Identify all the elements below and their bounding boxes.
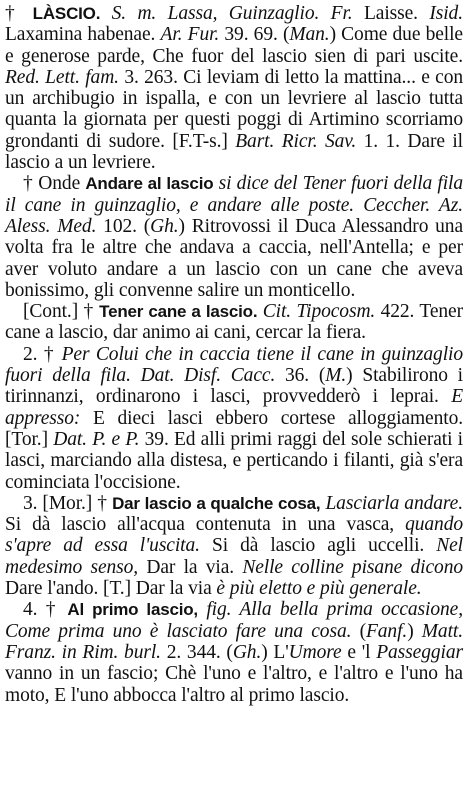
quotation: ) Stabilirono i tirinnanzi, ordinarono i lasci, provvedderò i leprai.: [5, 365, 463, 408]
definition: Nelle colline pisane dicono: [242, 556, 463, 578]
quotation-emphasis: Umore: [288, 641, 342, 663]
subheadword: Andare al lascio: [85, 174, 214, 194]
quotation: E dieci lasci ebbero cortese alloggiamento. [Tor.]: [5, 407, 463, 450]
source-citation: Matt. Franz. in Rim. burl.: [5, 620, 463, 663]
source-citation: E appresso:: [5, 386, 463, 429]
source-citation: Man.: [289, 24, 330, 46]
quotation: 1. 1. Dare il lascio a un levriere.: [5, 130, 463, 174]
definition: fig. Alla bella prima occasione, Come prima uno è lasciato fare una cosa.: [5, 599, 463, 642]
cross-mark: † Onde: [23, 173, 86, 195]
sense-number: 4. †: [23, 599, 68, 621]
sense-number: 3. [Mor.] †: [23, 492, 113, 514]
definition: è più eletto e più generale.: [216, 578, 422, 600]
source-citation: M.: [325, 365, 347, 387]
entry-andare-al-lascio: † Onde Andare al lascio si dice del Tener fuori della fila il cane in guinzaglio, e andare alle poste. Ceccher. Az. Aless. Med. 102. (Gh.) Ritrovossi il Duca Alessandro una volta fra le altre che andava a caccia, nell'Antella; e per aver voluto andare a un lascio con un cane che aveva bonissimo, gli convenne salire un monticello.: [5, 173, 464, 301]
tag-cont: [Cont.] †: [23, 301, 100, 323]
quotation: ) Come due belle e generose parde, Che fuor del lascio sien di pari uscite.: [5, 24, 463, 67]
source-citation: Bart. Ricr. Sav.: [235, 130, 357, 152]
entry-sense-4: 4. † Al primo lascio, fig. Alla bella prima occasione, Come prima uno è lasciato fare una cosa. (Fanf.) Matt. Franz. in Rim. burl. 2. 344. (Gh.) L'Umore e 'l Passeggiar vanno in un fascio; Chè l'uno e l'altro, e l'altro e l'uno ha moto, E l'uno abbocca l'altro al primo lascio.: [5, 599, 463, 706]
subheadword: Al primo lascio,: [67, 600, 198, 620]
entry-tener-cane-a-lascio: [5, 301, 463, 344]
definition: quando s'apre ad essa l'uscita.: [5, 514, 463, 557]
source-citation: Gh.: [232, 641, 262, 663]
entry-sense-3: 3. [Mor.] † Dar lascio a qualche cosa, Lasciarla andare. Si dà lascio all'acqua contenuta in una vasca, quando s'apre ad essa l'uscita. Si dà lascio agli uccelli. Nel medesimo senso, Dar la via. Nelle colline pisane dicono Dare l'ando. [T.] Dar la via è più eletto e più generale.: [5, 492, 464, 600]
entry-lascio-main: † LÀSCIO. S. m. Lassa, Guinzaglio. Fr. Laisse. Isid. Laxamina habenae. Ar. Fur. 39. 69. (Man.) Come due belle e generose parde, Che fuor del lascio sien di pari uscite. Red. Lett. fam. 3. 263. Ci leviam di letto la mattina... e con un archibugio in ispalla, e con un levriere al lascio tutta quanta la giornata per questi poggi di Artimino scorriamo grondanti di sudore. [F.T-s.] Bart. Ricr. Sav. 1. 1. Dare il lascio a un levriere.: [5, 3, 463, 174]
quotation: 39. Ed alli primi raggi del sole schierati i lasci, marciando alla distesa, e perticando i filanti, già s'era cominciata l'occisione.: [5, 428, 463, 493]
source-citation: Cit. Tipocosm.: [262, 301, 376, 323]
quotation: 3. 263. Ci leviam di letto la mattina... e con un archibugio in ispalla, e con un levriere al lascio tutta quanta la giornata per questi poggi di Artimino scorriamo grondanti di sudore. [F.T-s.]: [5, 66, 463, 152]
definition: Lasciarla andare.: [325, 492, 464, 514]
grammar-and-definition: S. m. Lassa, Guinzaglio. Fr.: [111, 3, 353, 24]
headword: LÀSCIO.: [32, 4, 101, 23]
quotation: ) Ritrovossi il Duca Alessandro una volta fra le altre che andava a caccia, nell'Antella; e per aver voluto andare a un lascio con un cane che aveva bonissimo, gli convenne salire un monticello.: [5, 215, 464, 301]
quotation-emphasis: Passeggiar: [376, 641, 463, 663]
source-citation: Gh.: [150, 215, 179, 237]
source-citation: Isid.: [429, 3, 463, 24]
source-citation: Red. Lett. fam.: [5, 66, 119, 88]
definition: Per Colui che in caccia tiene il cane in guinzaglio fuori della fila. Dat. Disf. Cacc.: [5, 343, 463, 387]
definition: si dice del Tener fuori della fila il cane in guinzaglio, e andare alle poste. Ceccher. Az. Aless. Med.: [5, 173, 463, 237]
subheadword: Dar lascio a qualche cosa,: [112, 493, 321, 513]
subheadword: Tener cane a lascio.: [99, 302, 258, 322]
source-citation: Ar. Fur.: [160, 24, 220, 46]
definition: Nel medesimo senso,: [5, 535, 463, 578]
quotation: vanno in un fascio; Chè l'uno e l'altro, e l'altro e l'uno ha moto, E l'uno abbocca l'altro al primo lascio.: [5, 663, 463, 706]
source-citation: Fanf.: [365, 620, 408, 642]
quotation: 422. Tener cane a lascio, dar animo ai cani, cercar la fiera.: [5, 301, 463, 344]
cross-mark: †: [5, 3, 33, 24]
sense-number: 2. †: [23, 343, 62, 365]
source-citation: Dat. P. e P.: [53, 428, 140, 450]
entry-sense-2: 2. † Per Colui che in caccia tiene il cane in guinzaglio fuori della fila. Dat. Disf. Cacc. 36. (M.) Stabilirono i tirinnanzi, ordinarono i lasci, provvedderò i leprai. E appresso: E dieci lasci ebbero cortese alloggiamento. [Tor.] Dat. P. e P. 39. Ed alli primi raggi del sole schierati i lasci, marciando alla distesa, e perticando i filanti, già s'era cominciata l'occisione.: [5, 343, 463, 493]
